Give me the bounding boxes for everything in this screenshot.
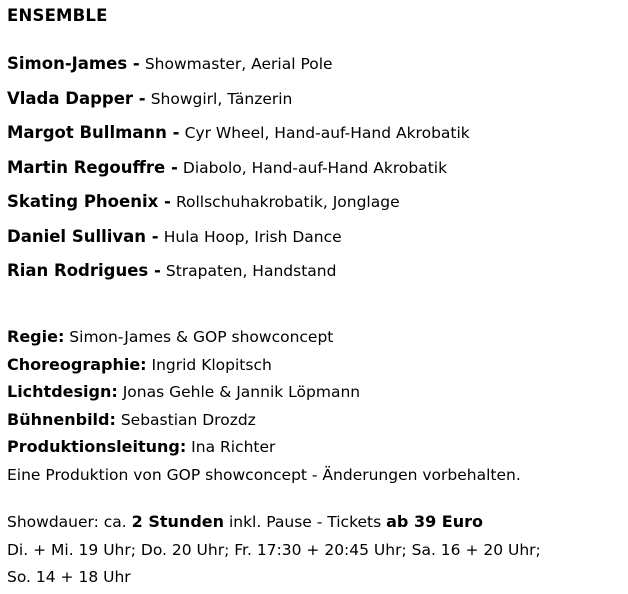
ensemble-member: [7, 53, 470, 88]
member-role: Showgirl, Tänzerin: [150, 89, 293, 108]
member-role: Hula Hoop, Irish Dance: [163, 227, 342, 246]
member-name: Simon-James -: [7, 54, 140, 73]
schedule-line: So. 14 + 18 Uhr: [7, 568, 131, 586]
ensemble-member: [7, 191, 470, 226]
member-name: Margot Bullmann -: [7, 123, 180, 142]
show-info: [7, 511, 541, 594]
schedule-line: Di. + Mi. 19 Uhr; Do. 20 Uhr; Fr. 17:30 + 20:45 Uhr; Sa. 16 + 20 Uhr;: [7, 540, 541, 559]
member-name: Daniel Sullivan -: [7, 226, 159, 246]
member-role: Cyr Wheel, Hand-auf-Hand Akrobatik: [184, 124, 470, 142]
member-role: Diabolo, Hand-auf-Hand Akrobatik: [182, 158, 448, 177]
member-role: Rollschuhakrobatik, Jonglage: [175, 193, 400, 211]
credit-buehnenbild: [7, 409, 521, 437]
ensemble-heading: ENSEMBLE: [7, 6, 108, 25]
member-name: Vlada Dapper -: [7, 88, 146, 108]
production-note: Eine Produktion von GOP showconcept - Änderungen vorbehalten.: [7, 465, 521, 484]
duration-value: 2 Stunden: [131, 512, 225, 531]
ensemble-member: [7, 260, 470, 295]
member-role: Showmaster, Aerial Pole: [144, 55, 333, 73]
credit-lichtdesign: [7, 381, 521, 409]
member-name: Martin Regouffre -: [7, 157, 178, 177]
ensemble-member: [7, 157, 470, 192]
duration-prefix: Showdauer: ca.: [7, 513, 127, 531]
ensemble-member: [7, 226, 470, 261]
ensemble-list: [7, 53, 470, 295]
ticket-price: ab 39 Euro: [386, 512, 483, 531]
credit-label: Lichtdesign:: [7, 382, 118, 401]
credit-label: Bühnenbild:: [7, 409, 116, 429]
credit-regie: [7, 326, 521, 354]
credits-list: [7, 326, 521, 491]
credit-choreographie: [7, 354, 521, 382]
member-name: Skating Phoenix -: [7, 192, 171, 211]
ensemble-member: [7, 122, 470, 157]
credit-value: Ina Richter: [191, 438, 276, 456]
credit-value: Jonas Gehle & Jannik Löpmann: [122, 383, 361, 401]
credit-value: Simon-James & GOP showconcept: [69, 328, 334, 346]
member-name: Rian Rodrigues -: [7, 261, 161, 280]
credit-label: Regie:: [7, 327, 65, 346]
credit-value: Ingrid Klopitsch: [151, 355, 272, 374]
ensemble-member: [7, 88, 470, 123]
duration-middle: inkl. Pause - Tickets: [228, 513, 382, 531]
credit-value: Sebastian Drozdz: [120, 410, 256, 429]
duration-price-line: [7, 511, 541, 539]
credit-label: Choreographie:: [7, 354, 147, 374]
credit-produktionsleitung: [7, 436, 521, 464]
credit-label: Produktionsleitung:: [7, 437, 187, 456]
member-role: Strapaten, Handstand: [165, 262, 337, 280]
